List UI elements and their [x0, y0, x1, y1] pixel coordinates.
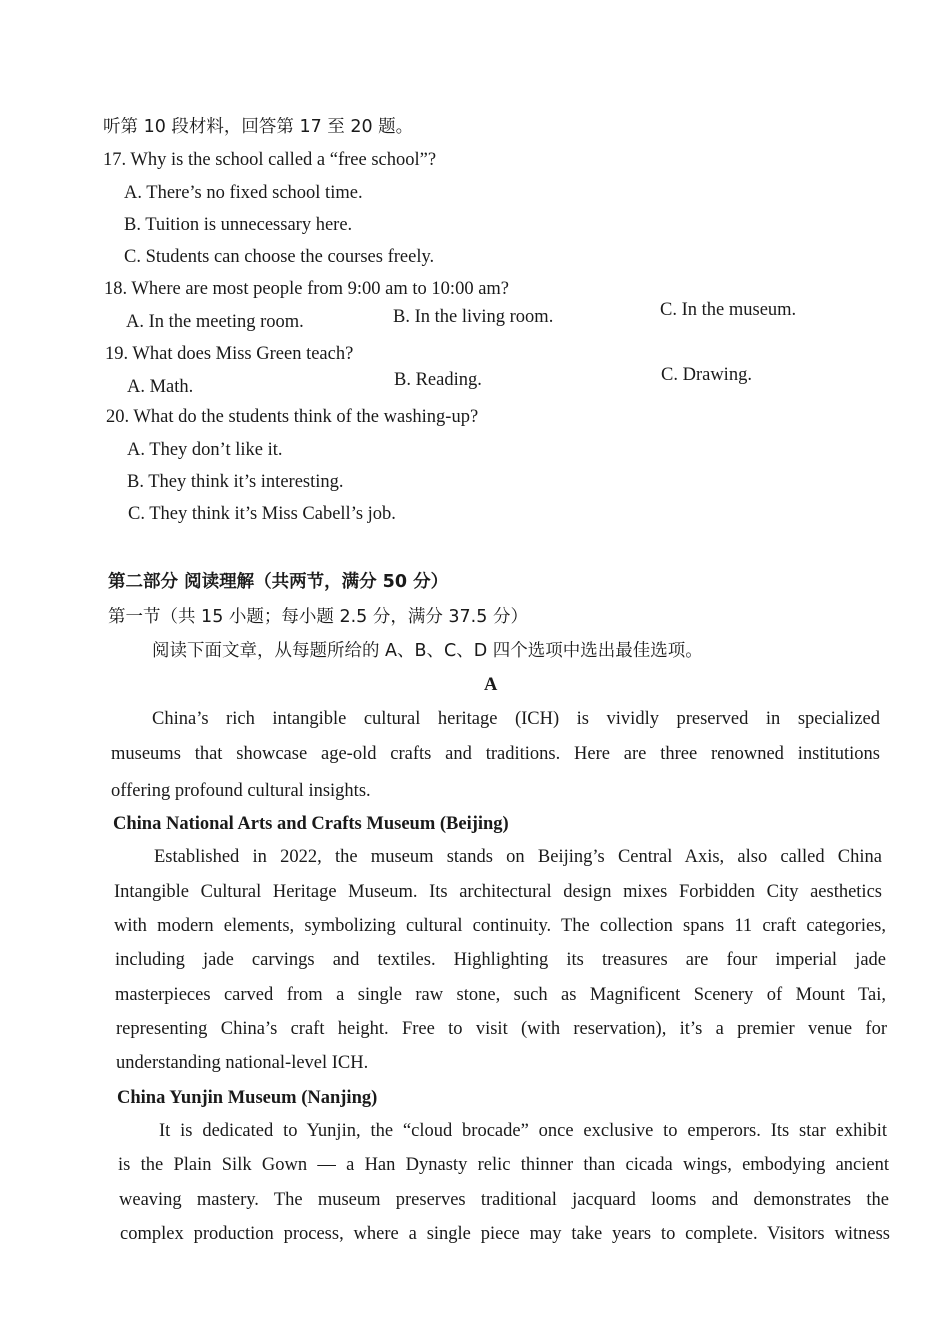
- question-18-stem: 18. Where are most people from 9:00 am to 10:00 am?: [104, 279, 510, 299]
- museum-2-line-3: weaving mastery. The museum preserves traditional jacquard looms and demonstrates the: [119, 1190, 889, 1210]
- question-17-option-c: C. Students can choose the courses freely.: [124, 247, 435, 267]
- question-18-option-a: A. In the meeting room.: [126, 312, 304, 332]
- museum-1-line-7: understanding national-level ICH.: [116, 1053, 369, 1073]
- question-17-option-a: A. There’s no fixed school time.: [124, 183, 363, 203]
- museum-1-line-3: with modern elements, symbolizing cultural continuity. The collection spans 11 craft categories,: [114, 916, 886, 936]
- museum-1-heading: China National Arts and Crafts Museum (Beijing): [113, 814, 509, 834]
- reading-part-title: 第二部分 阅读理解（共两节，满分 50 分）: [108, 572, 449, 592]
- passage-label: A: [484, 675, 498, 695]
- question-19-option-a: A. Math.: [127, 377, 194, 397]
- museum-1-line-5: masterpieces carved from a single raw stone, such as Magnificent Scenery of Mount Tai,: [115, 985, 886, 1005]
- museum-1-line-4: including jade carvings and textiles. Highlighting its treasures are four imperial jade: [115, 950, 886, 970]
- question-17-stem: 17. Why is the school called a “free school”?: [103, 150, 437, 170]
- museum-2-line-1: It is dedicated to Yunjin, the “cloud brocade” once exclusive to emperors. Its star exhibit: [159, 1121, 887, 1141]
- question-20-option-b: B. They think it’s interesting.: [127, 472, 344, 492]
- museum-2-line-2: is the Plain Silk Gown — a Han Dynasty relic thinner than cicada wings, embodying ancient: [118, 1155, 889, 1175]
- museum-2-line-4: complex production process, where a single piece may take years to complete. Visitors witness: [120, 1224, 890, 1244]
- question-18-option-b: B. In the living room.: [393, 307, 554, 327]
- passage-intro-line-3: offering profound cultural insights.: [111, 781, 371, 801]
- reading-instruction: 阅读下面文章，从每题所给的 A、B、C、D 四个选项中选出最佳选项。: [152, 641, 703, 661]
- museum-1-line-1: Established in 2022, the museum stands on Beijing’s Central Axis, also called China: [154, 847, 882, 867]
- museum-2-heading: China Yunjin Museum (Nanjing): [117, 1088, 378, 1108]
- listening-intro: 听第 10 段材料，回答第 17 至 20 题。: [103, 117, 414, 137]
- question-20-stem: 20. What do the students think of the washing-up?: [106, 407, 479, 427]
- passage-intro-line-1: China’s rich intangible cultural heritage (ICH) is vividly preserved in specialized: [152, 709, 880, 729]
- museum-1-line-2: Intangible Cultural Heritage Museum. Its architectural design mixes Forbidden City aesthetics: [114, 882, 882, 902]
- question-18-option-c: C. In the museum.: [660, 300, 797, 320]
- museum-1-line-6: representing China’s craft height. Free to visit (with reservation), it’s a premier venue for: [116, 1019, 887, 1039]
- reading-section-title: 第一节（共 15 小题；每小题 2.5 分，满分 37.5 分）: [108, 607, 528, 627]
- question-19-option-c: C. Drawing.: [661, 365, 752, 385]
- passage-intro-line-2: museums that showcase age-old crafts and traditions. Here are three renowned institutions: [111, 744, 880, 764]
- question-17-option-b: B. Tuition is unnecessary here.: [124, 215, 353, 235]
- question-20-option-c: C. They think it’s Miss Cabell’s job.: [128, 504, 396, 524]
- question-19-stem: 19. What does Miss Green teach?: [105, 344, 354, 364]
- question-19-option-b: B. Reading.: [394, 370, 482, 390]
- question-20-option-a: A. They don’t like it.: [127, 440, 283, 460]
